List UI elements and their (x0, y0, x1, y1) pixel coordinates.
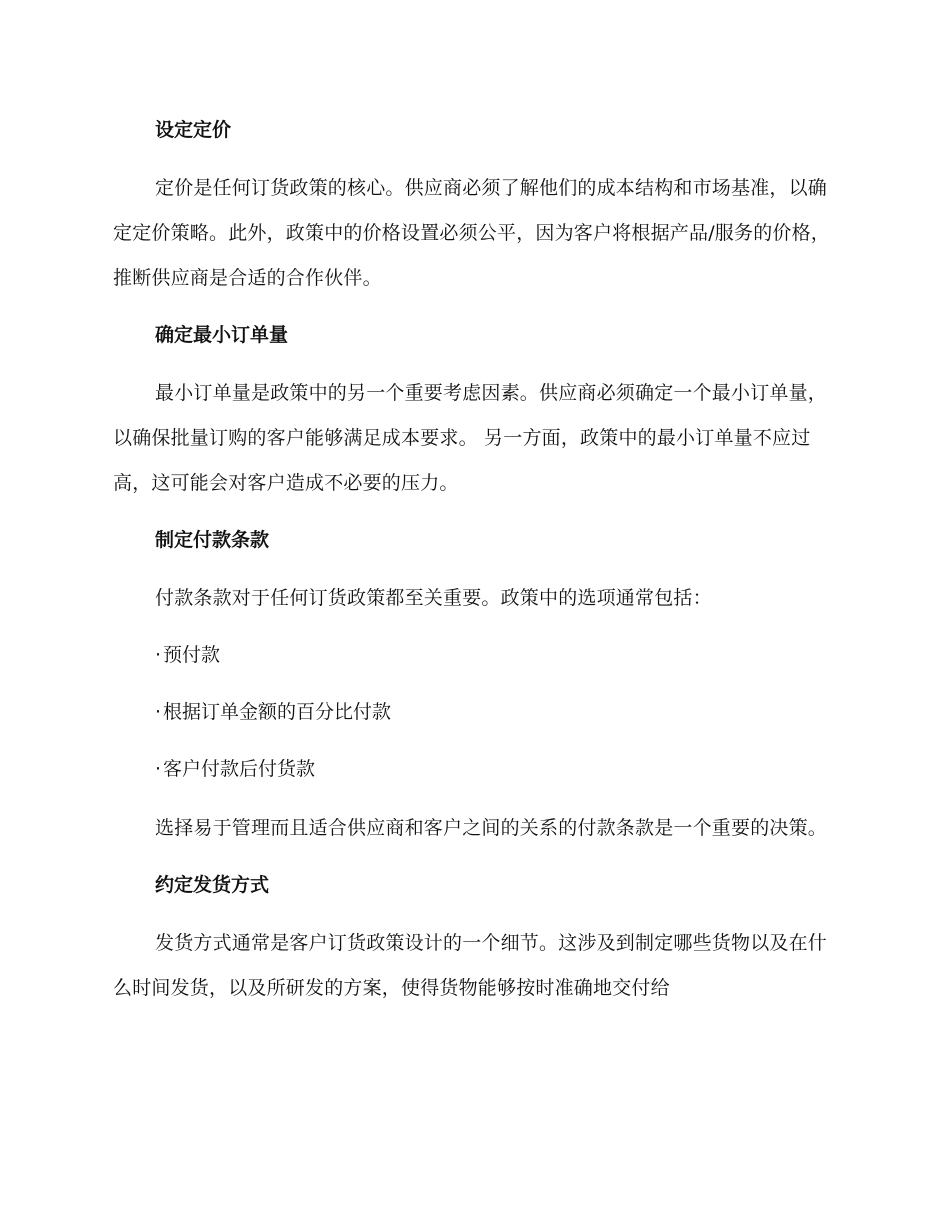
list-item-text: 客户付款后付货款 (163, 758, 316, 780)
list-item-text: 预付款 (163, 644, 221, 666)
section-heading-payment-terms: 制定付款条款 (155, 529, 270, 551)
list-item (113, 635, 837, 675)
section-paragraph-pricing: 定价是任何订货政策的核心。供应商必须了解他们的成本结构和市场基准，以确定定价策略。此外，政策中的价格设置必须公平，因为客户将根据产品/服务的价格，推断供应商是合适的合作伙伴。 (113, 177, 831, 289)
section-paragraph-min-order: 最小订单量是政策中的另一个重要考虑因素。供应商必须确定一个最小订单量，以确保批量订购的客户能够满足成本要求。 另一方面，政策中的最小订单量不应过高，这可能会对客户造成不必要的压力。 (113, 382, 828, 494)
section-paragraph-shipping: 发货方式通常是客户订货政策设计的一个细节。这涉及到制定哪些货物以及在什么时间发货，以及所研发的方案，使得货物能够按时准确地交付给 (113, 932, 828, 999)
bullet-dot-icon: · (155, 701, 162, 723)
section-paragraph-payment-closing: 选择易于管理而且适合供应商和客户之间的关系的付款条款是一个重要的决策。 (155, 817, 828, 839)
list-item (113, 692, 837, 732)
list-item-text: 根据订单金额的百分比付款 (163, 701, 392, 723)
section-heading-pricing: 设定定价 (155, 119, 232, 141)
section-heading-shipping: 约定发货方式 (155, 874, 270, 896)
bullet-dot-icon: · (155, 758, 162, 780)
section-paragraph-payment-intro: 付款条款对于任何订货政策都至关重要。政策中的选项通常包括： (155, 587, 712, 609)
section-heading-min-order: 确定最小订单量 (155, 324, 289, 346)
list-item (113, 749, 837, 789)
document-content (113, 110, 837, 1025)
bullet-dot-icon: · (155, 644, 162, 666)
